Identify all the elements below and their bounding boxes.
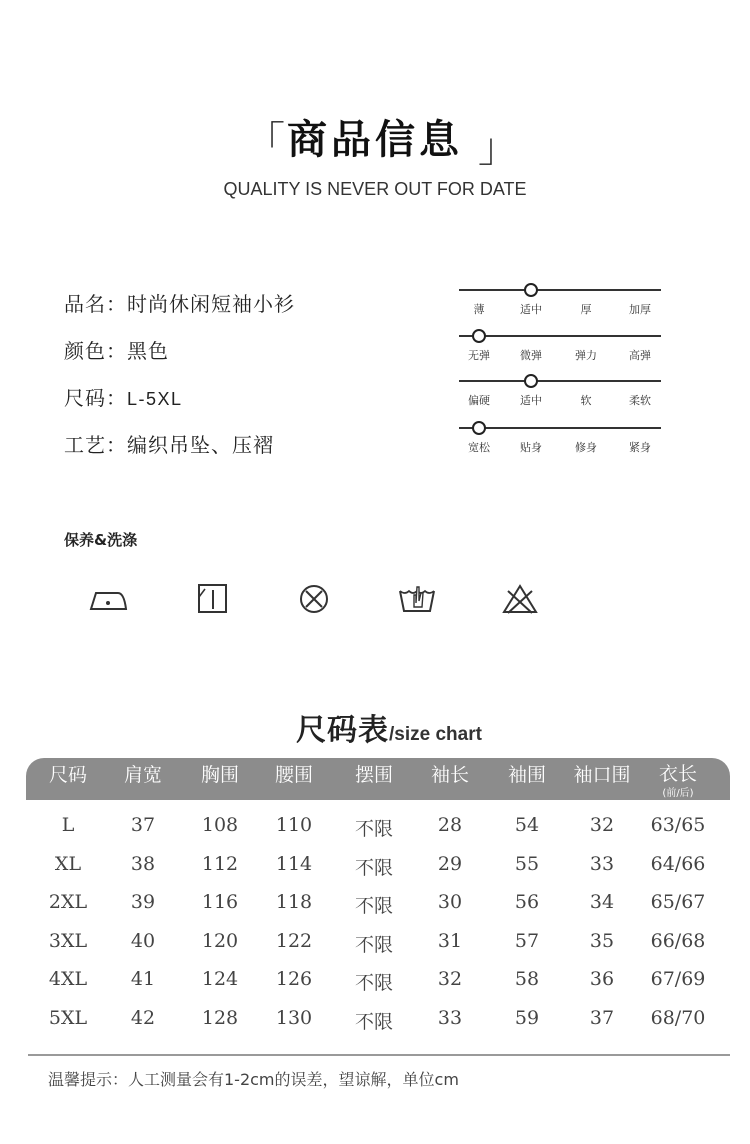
size-table-header [26, 758, 730, 800]
table-cell: 30 [437, 891, 463, 913]
info-sep: ： [106, 292, 127, 316]
info-color [64, 335, 169, 364]
scale-marker [524, 374, 538, 388]
info-sep: ： [106, 386, 127, 410]
scale-marker [472, 329, 486, 343]
table-cell: 65/67 [650, 891, 706, 913]
table-cell: 40 [130, 930, 156, 952]
scale-line [459, 427, 661, 429]
table-cell: 57 [514, 930, 540, 952]
table-cell: 38 [130, 853, 156, 875]
table-cell: 63/65 [650, 814, 706, 836]
table-header-cell: 肩宽 [123, 764, 163, 786]
bracket-right: 」 [478, 125, 518, 171]
scale-label: 高弹 [629, 349, 651, 362]
scale-line [459, 335, 661, 337]
divider [28, 1054, 730, 1056]
table-cell: 不限 [354, 895, 394, 917]
table-cell: 68/70 [650, 1007, 706, 1029]
scale-label: 微弹 [520, 349, 542, 362]
table-cell: 4XL [48, 968, 88, 990]
table-cell: 33 [589, 853, 615, 875]
table-cell: 114 [275, 853, 313, 875]
scale-label: 无弹 [468, 349, 490, 362]
size-chart-title-cn: 尺码表 [296, 713, 389, 748]
table-cell: 28 [437, 814, 463, 836]
table-cell: 32 [437, 968, 463, 990]
table-cell: 126 [275, 968, 313, 990]
table-cell: 130 [275, 1007, 313, 1029]
table-header-cell: 袖围 [507, 764, 547, 786]
care-title: 保养&洗涤 [64, 531, 138, 549]
table-header-cell: 袖长 [430, 764, 470, 786]
table-cell: 32 [589, 814, 615, 836]
page-header [0, 108, 750, 171]
size-chart-title [296, 705, 482, 749]
table-cell: 39 [130, 891, 156, 913]
attribute-scale [459, 289, 661, 319]
table-cell: 118 [275, 891, 313, 913]
info-craft [64, 429, 274, 458]
info-sep: ： [106, 433, 127, 457]
table-header-cell: 衣长 [658, 763, 698, 785]
info-value: 时尚休闲短袖小衫 [127, 292, 295, 316]
attribute-scale [459, 380, 661, 410]
table-cell: 128 [201, 1007, 239, 1029]
table-cell: 42 [130, 1007, 156, 1029]
table-cell: 不限 [354, 857, 394, 879]
attribute-scale [459, 427, 661, 457]
scale-label: 紧身 [629, 441, 651, 454]
table-cell: 34 [589, 891, 615, 913]
table-cell: 54 [514, 814, 540, 836]
table-cell: 37 [130, 814, 156, 836]
table-header-cell: 胸围 [200, 764, 240, 786]
scale-label: 修身 [575, 441, 597, 454]
info-label: 工艺 [64, 433, 106, 457]
no-dry-clean-icon [294, 583, 334, 615]
scale-label: 弹力 [575, 349, 597, 362]
table-cell: 66/68 [650, 930, 706, 952]
info-label: 品名 [64, 292, 106, 316]
table-cell: 124 [201, 968, 239, 990]
table-cell: 122 [275, 930, 313, 952]
info-value: 黑色 [127, 339, 169, 363]
hand-wash-icon [397, 583, 437, 615]
scale-marker [524, 283, 538, 297]
table-cell: 不限 [354, 972, 394, 994]
table-cell: 不限 [354, 934, 394, 956]
size-note: 温馨提示：人工测量会有1-2cm的误差，望谅解，单位cm [48, 1070, 459, 1089]
info-value: L-5XL [127, 389, 183, 409]
scale-label: 薄 [473, 303, 485, 316]
scale-label: 宽松 [468, 441, 490, 454]
table-cell: 59 [514, 1007, 540, 1029]
scale-label: 适中 [520, 394, 542, 407]
info-sep: ： [106, 339, 127, 363]
info-name [64, 288, 295, 317]
table-cell: 33 [437, 1007, 463, 1029]
scale-label: 柔软 [629, 394, 651, 407]
table-cell: L [61, 814, 75, 836]
table-cell: 55 [514, 853, 540, 875]
info-size [64, 382, 183, 411]
table-header-subtext: (前/后) [662, 788, 694, 799]
table-cell: 36 [589, 968, 615, 990]
scale-marker [472, 421, 486, 435]
table-cell: 2XL [48, 891, 88, 913]
scale-line [459, 289, 661, 291]
table-cell: 5XL [48, 1007, 88, 1029]
table-cell: 116 [201, 891, 239, 913]
table-cell: 64/66 [650, 853, 706, 875]
table-cell: 67/69 [650, 968, 706, 990]
scale-label: 适中 [520, 303, 542, 316]
bracket-left: 「 [245, 119, 285, 165]
scale-label: 加厚 [629, 303, 651, 316]
table-cell: 3XL [48, 930, 88, 952]
table-header-cell: 尺码 [48, 764, 88, 786]
table-cell: 不限 [354, 1011, 394, 1033]
table-cell: 110 [275, 814, 313, 836]
info-label: 颜色 [64, 339, 106, 363]
iron-icon [88, 583, 128, 615]
no-bleach-icon [500, 583, 540, 615]
table-cell: 120 [201, 930, 239, 952]
table-cell: 41 [130, 968, 156, 990]
scale-line [459, 380, 661, 382]
table-cell: 不限 [354, 818, 394, 840]
table-cell: 56 [514, 891, 540, 913]
table-cell: 37 [589, 1007, 615, 1029]
table-cell: 112 [201, 853, 239, 875]
table-cell: 31 [437, 930, 463, 952]
table-header-cell: 摆围 [354, 764, 394, 786]
scale-label: 厚 [580, 303, 592, 316]
line-dry-icon [193, 583, 233, 615]
info-label: 尺码 [64, 386, 106, 410]
size-chart-title-en: /size chart [389, 724, 482, 745]
table-cell: 29 [437, 853, 463, 875]
scale-label: 贴身 [520, 441, 542, 454]
attribute-scale [459, 335, 661, 365]
table-cell: 108 [201, 814, 239, 836]
table-cell: XL [54, 853, 82, 875]
scale-label: 软 [580, 394, 592, 407]
table-cell: 58 [514, 968, 540, 990]
info-value: 编织吊坠、压褶 [127, 433, 274, 457]
table-header-cell: 腰围 [274, 764, 314, 786]
table-header-cell: 袖口围 [573, 764, 631, 786]
scale-label: 偏硬 [468, 394, 490, 407]
table-cell: 35 [589, 930, 615, 952]
page-subtitle: QUALITY IS NEVER OUT FOR DATE [223, 179, 527, 199]
page-title: 商品信息 [287, 117, 463, 163]
